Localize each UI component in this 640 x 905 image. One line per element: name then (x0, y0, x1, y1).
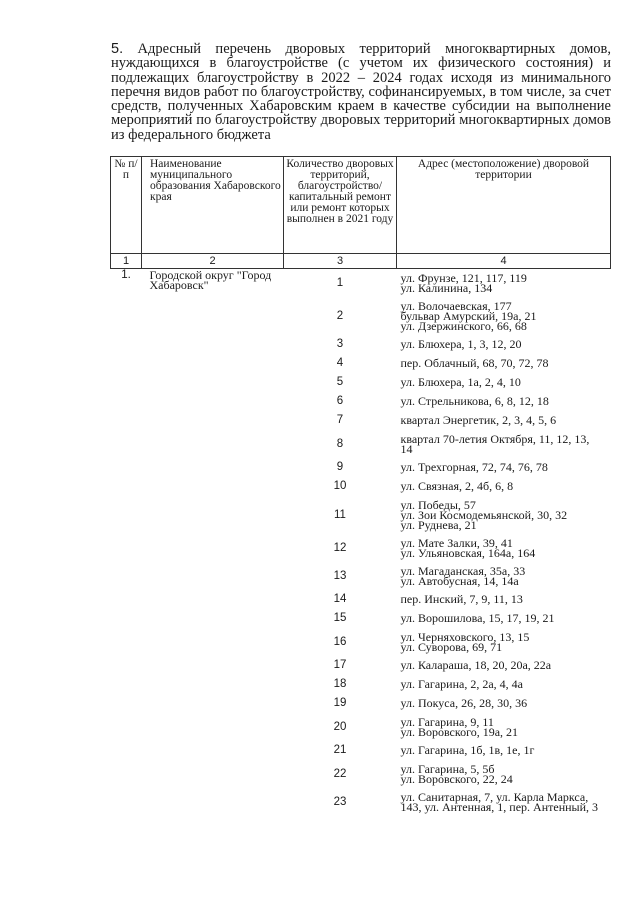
header-col-count: Количество дворовых территорий, благоустройство/ капитальный ремонт или ремонт которых выполнен в 2021 году (284, 157, 397, 254)
address-cell (397, 335, 611, 354)
municipality-name: Городской округ "Город Хабаровск" (149, 268, 272, 292)
address-line: квартал Энергетик, 2, 3, 4, 5, 6 (400, 413, 557, 427)
address-cell (397, 562, 611, 590)
table-row (111, 373, 611, 392)
territory-count-cell: 17 (333, 659, 347, 671)
address-line: ул. Гагарина, 2, 2а, 4, 4а (400, 677, 523, 691)
table-row (111, 411, 611, 430)
address-line: ул. Черняховского, 13, 15 (400, 629, 530, 644)
table-row (111, 590, 611, 609)
address-line: ул. Трехгорная, 72, 74, 76, 78 (400, 460, 548, 474)
table-row (111, 392, 611, 411)
territory-count-cell: 15 (333, 612, 347, 624)
table-row (111, 354, 611, 373)
address-cell (397, 609, 611, 628)
address-cell (397, 458, 611, 477)
address-cell (397, 496, 611, 534)
territory-count-cell: 11 (334, 508, 346, 521)
address-line: ул. Гагарина, 1б, 1в, 1е, 1г (400, 743, 535, 757)
table-row (111, 656, 611, 675)
address-line: ул. Фрунзе, 121, 117, 119 (400, 270, 527, 285)
courtyard-territories-table (110, 156, 611, 816)
column-number: 2 (142, 254, 284, 269)
table-row (111, 741, 611, 760)
territory-count-cell: 10 (333, 480, 347, 492)
table-row (111, 675, 611, 694)
table-row (111, 458, 611, 477)
address-cell (397, 354, 611, 373)
territory-count-cell: 21 (333, 744, 347, 756)
table-body (111, 269, 611, 816)
address-line: ул. Калинина, 134 (400, 280, 493, 295)
header-col-number: № п/п (111, 157, 142, 254)
address-line: ул. Ворошилова, 15, 17, 19, 21 (400, 611, 555, 625)
territory-count-cell: 20 (333, 720, 347, 733)
territory-count-cell: 9 (336, 461, 344, 473)
table-row (111, 609, 611, 628)
address-cell (397, 788, 611, 816)
address-cell (397, 373, 611, 392)
territory-count-cell: 18 (333, 678, 347, 690)
address-line: ул. Ульяновская, 164а, 164 (400, 545, 536, 560)
header-col-municipality: Наименование муниципального образования Хабаровского края (142, 157, 284, 254)
address-line: ул. Волочаевская, 177 (400, 298, 512, 313)
address-line: ул. Связная, 2, 4б, 6, 8 (400, 479, 514, 493)
address-line: бульвар Амурский, 19а, 21 (400, 308, 537, 323)
address-cell (397, 477, 611, 496)
territory-count-cell: 12 (333, 541, 347, 554)
table-row (111, 694, 611, 713)
address-line: ул. Воровского, 19а, 21 (400, 724, 519, 739)
section-number: 5. (111, 41, 124, 57)
address-cell (397, 392, 611, 411)
territory-count-cell: 7 (336, 414, 344, 426)
header-col-address: Адрес (местоположение) дворовой территории (397, 157, 611, 254)
column-numbers-row (111, 254, 611, 269)
territory-count-cell: 23 (333, 795, 347, 808)
address-line: ул. Блюхера, 1а, 2, 4, 10 (400, 375, 521, 389)
address-line: ул. Санитарная, 7, ул. Карла Маркса, (400, 789, 589, 804)
territory-count-cell: 16 (333, 635, 347, 648)
territory-count-cell: 22 (333, 767, 347, 780)
address-line: квартал 70-летия Октября, 11, 12, 13, (400, 431, 590, 446)
address-line: ул. Калараша, 18, 20, 20а, 22а (400, 658, 552, 672)
address-cell (397, 430, 611, 458)
territory-count-cell: 4 (336, 357, 344, 369)
address-line: ул. Мате Залки, 39, 41 (400, 535, 513, 550)
table-row (111, 269, 611, 297)
table-row (111, 713, 611, 741)
territory-count-cell: 6 (336, 395, 344, 407)
address-line: ул. Руднева, 21 (400, 517, 477, 532)
address-line: ул. Гагарина, 5, 5б (400, 761, 495, 776)
section-intro-paragraph (111, 42, 611, 142)
address-cell (397, 656, 611, 675)
address-line: ул. Суворова, 69, 71 (400, 639, 503, 654)
section-intro-text: Адресный перечень дворовых территорий многоквартирных домов, нуждающихся в благоустройстве (с учетом их физического состояния) и подлежащих благоустройству в 2022 – 2024 годах исходя из минимального перечня видов работ по благоустройству, софинансируемых, в том числе, за счет средств, полученных Хабаровским краем в качестве субсидии на выполнение мероприятий по благоустройству дворовых территорий многоквартирных домов из федерального бюджета (111, 41, 611, 143)
address-line: пер. Инский, 7, 9, 11, 13 (400, 592, 523, 606)
address-cell (397, 297, 611, 335)
address-cell (397, 534, 611, 562)
column-number: 3 (284, 254, 397, 269)
address-line: ул. Стрельникова, 6, 8, 12, 18 (400, 394, 549, 408)
address-cell (397, 741, 611, 760)
address-cell (397, 411, 611, 430)
address-line: ул. Зои Космодемьянской, 30, 32 (400, 507, 568, 522)
table-row (111, 430, 611, 458)
address-cell (397, 628, 611, 656)
table-row (111, 496, 611, 534)
territory-count-cell: 1 (336, 276, 344, 289)
table-row (111, 562, 611, 590)
territory-count-cell: 19 (333, 697, 347, 709)
address-cell (397, 269, 611, 297)
address-line: ул. Победы, 57 (400, 497, 476, 512)
column-number: 4 (397, 254, 611, 269)
address-cell (397, 675, 611, 694)
address-line: ул. Магаданская, 35а, 33 (400, 563, 526, 578)
table-row (111, 760, 611, 788)
address-line: 14 (400, 441, 413, 456)
address-line: пер. Облачный, 68, 70, 72, 78 (400, 356, 549, 370)
table-row (111, 628, 611, 656)
territory-count-cell: 2 (336, 309, 344, 322)
address-line: ул. Блюхера, 1, 3, 12, 20 (400, 337, 522, 351)
territory-count-cell: 14 (333, 593, 347, 605)
address-cell (397, 590, 611, 609)
address-line: 143, ул. Антенная, 1, пер. Антенный, 3 (400, 799, 599, 814)
address-line: ул. Гагарина, 9, 11 (400, 714, 494, 729)
table-row (111, 297, 611, 335)
address-cell (397, 713, 611, 741)
table-row (111, 788, 611, 816)
territory-count-cell: 13 (333, 569, 347, 582)
table-header-row (111, 157, 611, 254)
entry-number: 1. (121, 269, 131, 281)
territory-count-cell: 8 (336, 437, 344, 450)
address-cell (397, 760, 611, 788)
column-number: 1 (111, 254, 142, 269)
table-row (111, 335, 611, 354)
territory-count-cell: 5 (336, 376, 344, 388)
address-line: ул. Дзержинского, 66, 68 (400, 318, 527, 333)
address-cell (397, 694, 611, 713)
address-line: ул. Воровского, 22, 24 (400, 771, 513, 786)
address-line: ул. Автобусная, 14, 14а (400, 573, 519, 588)
territory-count-cell: 3 (336, 338, 344, 350)
table-row (111, 534, 611, 562)
table-row (111, 477, 611, 496)
address-line: ул. Покуса, 26, 28, 30, 36 (400, 696, 528, 710)
